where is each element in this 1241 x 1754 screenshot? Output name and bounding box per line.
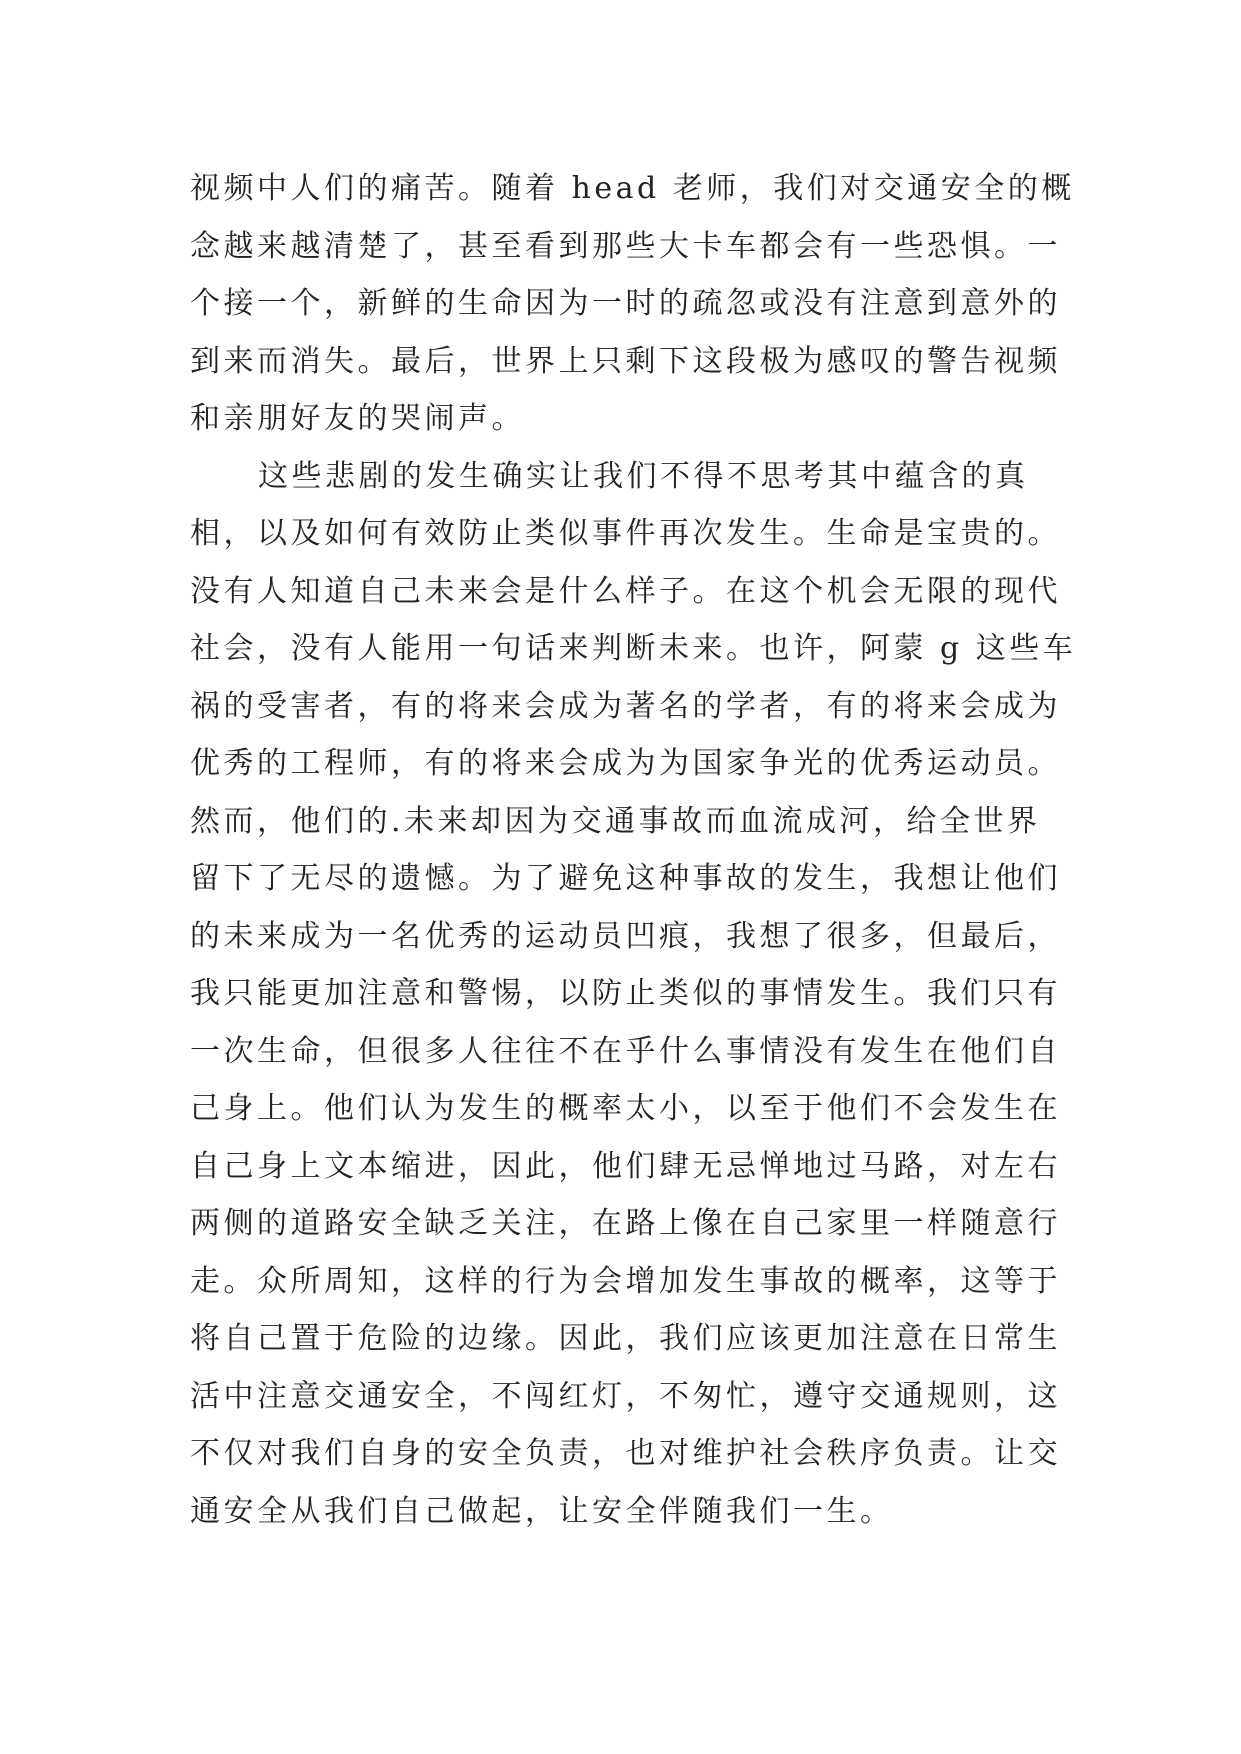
- text-line: 视频中人们的痛苦。随着 head 老师，我们对交通安全的概: [190, 171, 1075, 206]
- paragraph: [190, 160, 1075, 448]
- text-line: 活中注意交通安全，不闯红灯，不匆忙，遵守交通规则，这: [190, 1378, 1061, 1414]
- text-line: 然而，他们的.未来却因为交通事故而血流成河，给全世界: [190, 803, 1041, 839]
- text-line: 己身上。他们认为发生的概率太小，以至于他们不会发生在: [190, 1091, 1061, 1126]
- text-line: 祸的受害者，有的将来会成为著名的学者，有的将来会成为: [190, 688, 1061, 724]
- text-line: 一次生命，但很多人往往不在乎什么事情没有发生在他们自: [190, 1033, 1061, 1069]
- text-line: 这些悲剧的发生确实让我们不得不思考其中蕴含的真: [258, 458, 1029, 494]
- text-line: 走。众所周知，这样的行为会增加发生事故的概率，这等于: [190, 1263, 1061, 1299]
- text-line: 不仅对我们自身的安全负责，也对维护社会秩序负责。让交: [190, 1436, 1061, 1471]
- document-body: [190, 160, 1077, 1540]
- text-line: 留下了无尽的遗憾。为了避免这种事故的发生，我想让他们: [190, 861, 1061, 896]
- text-line: 优秀的工程师，有的将来会成为为国家争光的优秀运动员。: [190, 746, 1061, 781]
- text-line: 个接一个，新鲜的生命因为一时的疏忽或没有注意到意外的: [190, 286, 1061, 321]
- text-line: 将自己置于危险的边缘。因此，我们应该更加注意在日常生: [190, 1321, 1061, 1356]
- text-line: 到来而消失。最后，世界上只剩下这段极为感叹的警告视频: [190, 343, 1061, 379]
- paragraph: [190, 448, 1077, 1541]
- text-line: 的未来成为一名优秀的运动员凹痕，我想了很多，但最后，: [190, 918, 1061, 954]
- text-line: 没有人知道自己未来会是什么样子。在这个机会无限的现代: [190, 573, 1061, 609]
- text-line: 社会，没有人能用一句话来判断未来。也许，阿蒙 g 这些车: [190, 631, 1077, 666]
- text-line: 相，以及如何有效防止类似事件再次发生。生命是宝贵的。: [190, 516, 1061, 551]
- text-line: 和亲朋好友的哭闹声。: [190, 401, 525, 436]
- text-line: 我只能更加注意和警惕，以防止类似的事情发生。我们只有: [190, 976, 1061, 1011]
- text-line: 自己身上文本缩进，因此，他们肆无忌惮地过马路，对左右: [190, 1148, 1061, 1184]
- text-line: 两侧的道路安全缺乏关注，在路上像在自己家里一样随意行: [190, 1206, 1061, 1241]
- text-line: 念越来越清楚了，甚至看到那些大卡车都会有一些恐惧。一: [190, 228, 1061, 264]
- text-line: 通安全从我们自己做起，让安全伴随我们一生。: [190, 1493, 894, 1529]
